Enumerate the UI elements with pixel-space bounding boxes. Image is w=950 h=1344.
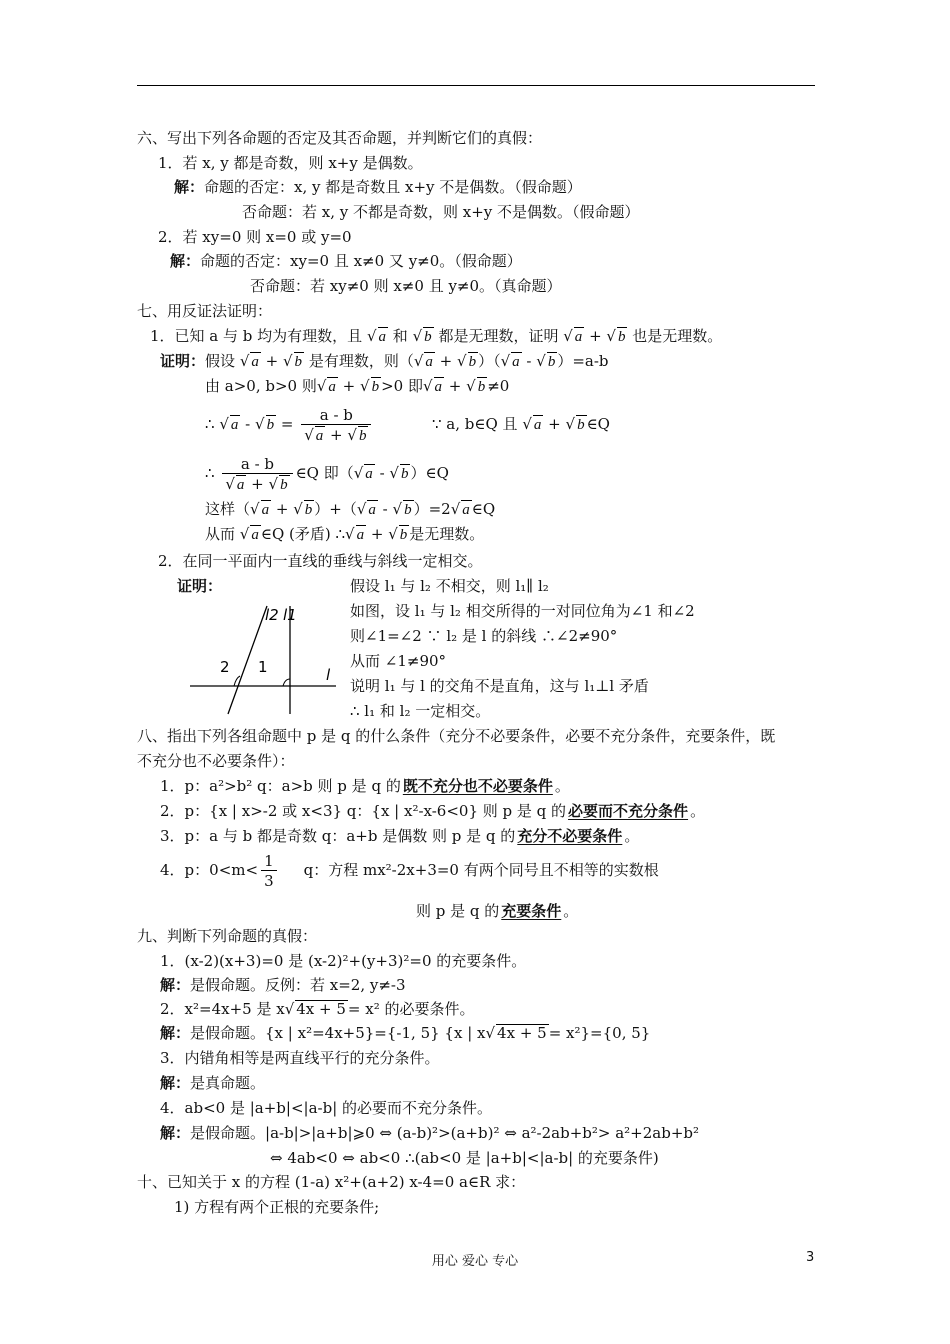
text: 和 — [392, 327, 408, 345]
radicand: 4x + 5 — [497, 1024, 547, 1042]
text: 1．已知 a 与 b 均为有理数，且 — [150, 327, 363, 345]
s9-answer-4 — [160, 1123, 699, 1143]
var-b: b — [547, 354, 556, 370]
text: 2．p：{x | x>-2 或 x<3} q：{x | x²-x-6<0} 则 p 是 q 的 — [160, 802, 567, 820]
op: + — [260, 352, 283, 370]
label-l1: l1 — [283, 606, 297, 624]
angle-arc-1 — [283, 679, 290, 686]
text: ∴ — [205, 464, 215, 482]
answer-text: 是假命题。反例：若 x=2, y≠-3 — [190, 976, 406, 994]
var-b: b — [304, 502, 313, 518]
var-a: a — [512, 354, 520, 370]
period: 。 — [624, 827, 640, 845]
answer-text: 命题的否定：x, y 都是奇数且 x+y 不是偶数。（假命题） — [204, 178, 582, 196]
s6-answer-2-inverse: 否命题：若 xy≠0 则 x≠0 且 y≠0。（真命题） — [250, 277, 562, 295]
op: + — [366, 525, 389, 543]
answer-text: 是真命题。 — [190, 1074, 266, 1092]
text: ∴ — [205, 415, 215, 433]
var-a: a — [574, 329, 583, 345]
var-a: a — [365, 466, 373, 482]
var-b: b — [477, 379, 486, 395]
proof-label: 证明： — [160, 352, 206, 370]
answer-label: 解： — [160, 1024, 191, 1042]
text: 都是无理数，证明 — [438, 327, 559, 345]
var-b: b — [266, 417, 275, 433]
footer-text: 用心 爱心 专心 — [431, 1254, 519, 1269]
text: ≠0 — [487, 377, 510, 395]
answer-text: 命题的否定：xy=0 且 x≠0 又 y≠0。（假命题） — [200, 252, 522, 270]
text: 1．p：a²>b² q：a>b 则 p 是 q 的 — [160, 777, 401, 795]
var-a: a — [462, 502, 470, 518]
answer-label: 解： — [160, 1124, 191, 1142]
op: + — [271, 500, 294, 518]
s9-question-1: 1．(x-2)(x+3)=0 是 (x-2)²+(y+3)²=0 的充要条件。 — [160, 952, 527, 970]
s6-answer-2-negation — [170, 251, 522, 271]
s9-question-2: 2．x²=4x+5 是 x√ 4x + 5 = x² 的必要条件。 — [160, 1000, 475, 1018]
s7-proof-2-line-6: ∴ l₁ 和 l₂ 一定相交。 — [350, 702, 491, 720]
s8-question-4-answer — [416, 901, 578, 921]
s7-question-2: 2．在同一平面内一直线的垂线与斜线一定相交。 — [158, 552, 483, 570]
var-b: b — [617, 329, 626, 345]
answer-text: 是假命题。{x | x²=4x+5}={-1, 5} {x | x — [190, 1024, 486, 1042]
var-a: a — [378, 329, 387, 345]
header-rule — [137, 85, 815, 86]
period: 。 — [554, 777, 570, 795]
answer-label: 解： — [174, 178, 205, 196]
answer-blank: 既不充分也不必要条件 — [402, 777, 553, 795]
fraction-denominator: 3 — [264, 871, 274, 890]
op: - — [521, 352, 537, 370]
s6-answer-1-negation — [174, 177, 582, 197]
var-a: a — [356, 527, 365, 543]
var-b: b — [371, 379, 380, 395]
text: 是有理数，则（ — [308, 352, 414, 370]
answer-label: 解： — [160, 976, 191, 994]
var-a: a — [230, 417, 239, 433]
var-a: a — [236, 476, 245, 493]
section-9-heading: 九、判断下列命题的真假： — [137, 927, 318, 945]
s8-question-2 — [160, 801, 705, 821]
section-8-heading-line-1: 八、指出下列各组命题中 p 是 q 的什么条件（充分不必要条件，必要不充分条件，充要条件，既 — [137, 727, 776, 745]
text: 也是无理数。 — [632, 327, 723, 345]
s7-question-1: 1．已知 a 与 b 均为有理数，且 √ a 和 √ b 都是无理数，证明 √ a + √ b 也是无理数。 — [150, 327, 723, 345]
var-a: a — [251, 354, 259, 370]
text: q：方程 mx²-2x+3=0 有两个同号且不相等的实数根 — [303, 861, 659, 879]
section-10-heading: 十、已知关于 x 的方程 (1-a) x²+(a+2) x-4=0 a∈R 求： — [137, 1173, 526, 1191]
label-l2: l2 — [265, 606, 279, 624]
answer-text: = x²}={0, 5} — [548, 1024, 651, 1042]
s7-proof-2-label: 证明： — [177, 577, 223, 595]
var-b: b — [358, 427, 367, 444]
s7-proof-2-line-3: 则∠1=∠2 ∵ l₂ 是 l 的斜线 ∴∠2≠90° — [350, 627, 618, 645]
fraction-numerator: a - b — [222, 455, 292, 474]
label-l: l — [326, 666, 331, 684]
text: >0 即 — [381, 377, 423, 395]
text: ∈Q — [471, 500, 496, 518]
fraction-denominator: √ a + √ b — [225, 474, 288, 493]
text: ）+（ — [314, 500, 357, 518]
s7-proof-line-5: 这样（√ a + √ b ）+（√ a - √ b ）=2√ a ∈Q — [205, 500, 496, 518]
fraction-denominator: √ a + √ b — [304, 425, 367, 444]
s9-question-4: 4．ab<0 是 |a+b|<|a-b| 的必要而不充分条件。 — [160, 1099, 493, 1117]
var-b: b — [399, 527, 408, 543]
var-a: a — [328, 379, 336, 395]
text: ）=2 — [413, 500, 451, 518]
s7-proof-line-2: 由 a>0, b>0 则√ a + √ b >0 即√ a + √ b ≠0 — [205, 377, 510, 395]
var-a: a — [251, 527, 259, 543]
s8-question-4 — [160, 849, 659, 891]
period: 。 — [563, 902, 579, 920]
var-a: a — [261, 502, 270, 518]
s7-proof-line-4: ∴ $\frac{a - b}{√ a + √ b}$ ∈Q 即（√ a - √ b ）∈Q — [205, 454, 449, 493]
answer-label: 解： — [170, 252, 201, 270]
label-angle-2: 2 — [220, 658, 230, 676]
fraction-numerator: 1 — [261, 852, 277, 871]
s8-question-3 — [160, 826, 639, 846]
op: - — [374, 464, 390, 482]
s10-question-1: 1) 方程有两个正根的充要条件; — [174, 1198, 380, 1216]
var-b: b — [404, 502, 412, 518]
op: + — [325, 425, 348, 444]
s6-answer-1-inverse: 否命题：若 x, y 不都是奇数，则 x+y 不是偶数。（假命题） — [242, 203, 640, 221]
period: 。 — [690, 802, 706, 820]
op: + — [444, 377, 467, 395]
s9-answer-3 — [160, 1073, 265, 1093]
s6-question-2: 2．若 xy=0 则 x=0 或 y=0 — [158, 228, 352, 246]
text: = x² 的必要条件。 — [347, 1000, 475, 1018]
s7-proof-line-3: ∴ √ a - √ b = $\frac{a - b}{√ a + √ b}$ ∵ a, b∈Q 且 √ a + √ b ∈Q — [205, 405, 610, 444]
label-angle-1: 1 — [258, 658, 268, 676]
section-7-heading: 七、用反证法证明： — [137, 302, 273, 320]
s9-answer-4-line-2: ⇔ 4ab<0 ⇔ ab<0 ∴(ab<0 是 |a+b|<|a-b| 的充要条件) — [270, 1149, 659, 1167]
geometry-figure — [190, 600, 340, 715]
text: ）（ — [478, 352, 501, 370]
s7-proof-2-line-4: 从而 ∠1≠90° — [350, 652, 447, 670]
fraction — [301, 406, 371, 445]
fraction-numerator: a - b — [301, 406, 371, 425]
text: 由 a>0, b>0 则 — [205, 377, 317, 395]
var-b: b — [400, 466, 409, 482]
text: ∈Q (矛盾) ∴ — [260, 525, 346, 543]
var-b: b — [280, 476, 288, 493]
op: + — [434, 352, 458, 370]
text: 3．p：a 与 b 都是奇数 q：a+b 是偶数 则 p 是 q 的 — [160, 827, 516, 845]
op: + — [337, 377, 361, 395]
answer-text: 是假命题。|a-b|>|a+b|⩾0 ⇔ (a-b)²>(a+b)² ⇔ a²-2ab+b²> a²+2ab+b² — [190, 1124, 700, 1142]
answer-blank: 充要条件 — [501, 902, 562, 920]
text: ∵ a, b∈Q 且 — [432, 415, 518, 433]
var-a: a — [315, 427, 324, 444]
s9-answer-2: 解：是假命题。{x | x²=4x+5}={-1, 5} {x | x√ 4x + 5 = x²}={0, 5} — [160, 1024, 651, 1042]
fraction — [261, 852, 277, 891]
text: 这样（ — [205, 500, 251, 518]
answer-blank: 充分不必要条件 — [517, 827, 623, 845]
op: - — [377, 500, 393, 518]
fraction — [222, 455, 292, 494]
equals: = — [280, 415, 294, 433]
op: + — [246, 474, 269, 493]
radicand: 4x + 5 — [296, 1000, 346, 1018]
var-b: b — [468, 354, 477, 370]
s7-proof-2-line-5: 说明 l₁ 与 l 的交角不是直角，这与 l₁⊥l 矛盾 — [350, 677, 649, 695]
s7-proof-2-line-2: 如图，设 l₁ 与 l₂ 相交所得的一对同位角为∠1 和∠2 — [350, 602, 695, 620]
var-a: a — [368, 502, 376, 518]
op: + — [584, 327, 607, 345]
text: ∈Q 即（ — [295, 464, 354, 482]
var-a: a — [425, 354, 433, 370]
text: 4．p：0<m< — [160, 861, 259, 879]
var-a: a — [434, 379, 443, 395]
s7-proof-line-1: 证明：假设 √ a + √ b 是有理数，则（√ a + √ b ）（√ a - √ b ）=a-b — [160, 352, 609, 370]
var-b: b — [577, 417, 585, 433]
answer-blank: 必要而不充分条件 — [568, 802, 689, 820]
text: 是无理数。 — [409, 525, 485, 543]
answer-label: 解： — [160, 1074, 191, 1092]
text: 从而 — [205, 525, 236, 543]
text: ）=a-b — [557, 352, 609, 370]
op: - — [240, 415, 255, 433]
s9-answer-1 — [160, 975, 406, 995]
text: ∈Q — [586, 415, 610, 433]
s8-question-1 — [160, 776, 570, 796]
section-6-heading: 六、写出下列各命题的否定及其否命题，并判断它们的真假： — [137, 129, 543, 147]
s6-question-1: 1．若 x, y 都是奇数，则 x+y 是偶数。 — [158, 154, 423, 172]
text: 假设 — [205, 352, 236, 370]
var-b: b — [424, 329, 432, 345]
text: 则 p 是 q 的 — [416, 902, 500, 920]
page-number: 3 — [806, 1250, 815, 1265]
var-a: a — [533, 417, 542, 433]
s7-proof-line-6: 从而 √ a ∈Q (矛盾) ∴√ a + √ b 是无理数。 — [205, 525, 485, 543]
text: 2．x²=4x+5 是 x — [160, 1000, 285, 1018]
s9-question-3: 3．内错角相等是两直线平行的充分条件。 — [160, 1049, 440, 1067]
s7-proof-2-line-1: 假设 l₁ 与 l₂ 不相交，则 l₁∥ l₂ — [350, 577, 549, 595]
text: ）∈Q — [410, 464, 449, 482]
section-8-heading-line-2: 不充分也不必要条件）： — [137, 752, 295, 770]
var-b: b — [294, 354, 303, 370]
op: + — [543, 415, 566, 433]
